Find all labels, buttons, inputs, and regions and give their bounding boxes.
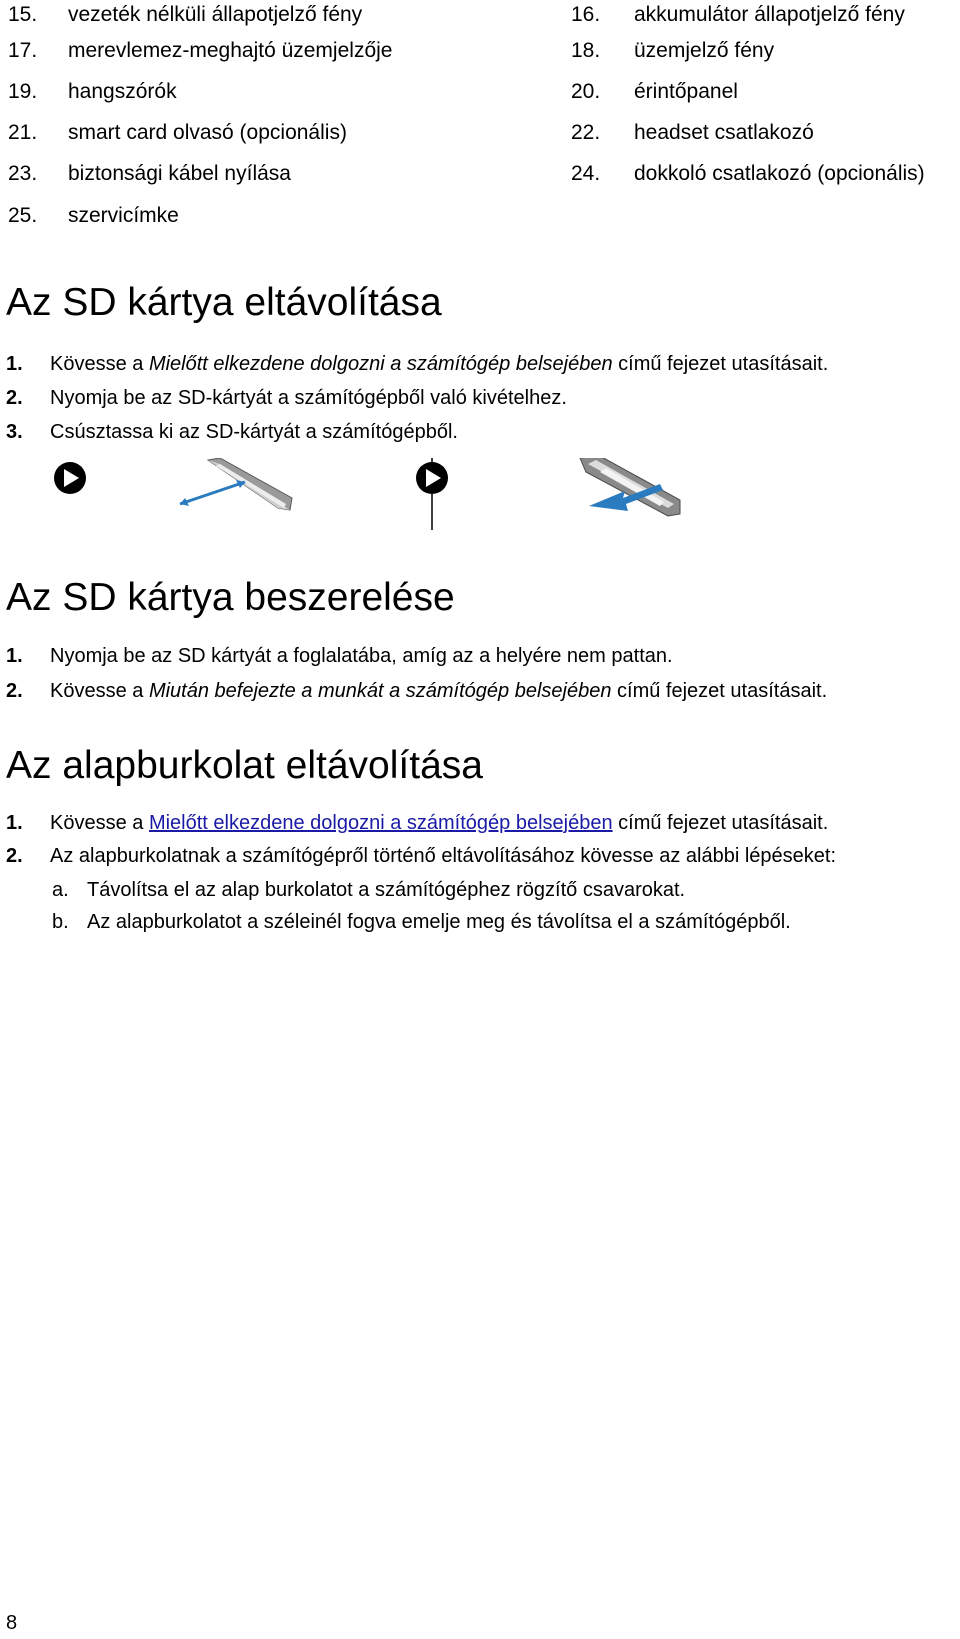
part-number: 17. bbox=[8, 39, 38, 62]
sd-card-press-icon bbox=[180, 458, 292, 510]
list-item bbox=[0, 416, 960, 448]
part-number: 19. bbox=[8, 80, 38, 103]
sd-card-removal-illustration bbox=[40, 458, 740, 560]
parts-row bbox=[0, 201, 960, 231]
step-number: 2. bbox=[6, 845, 23, 867]
part-label: smart card olvasó (opcionális) bbox=[68, 121, 347, 144]
part-label: üzemjelző fény bbox=[634, 39, 775, 62]
part-number: 24. bbox=[571, 162, 601, 185]
part-number: 20. bbox=[571, 80, 601, 103]
step-text-suffix: című fejezet utasításait. bbox=[612, 353, 829, 375]
play-icon bbox=[54, 462, 86, 494]
before-working-inside-link[interactable]: Mielőtt elkezdene dolgozni a számítógép belsejében bbox=[148, 812, 613, 834]
part-label: érintőpanel bbox=[634, 80, 738, 103]
parts-row bbox=[0, 36, 960, 66]
step-text: Nyomja be az SD kártyát a foglalatába, amíg az a helyére nem pattan. bbox=[50, 645, 673, 667]
sub-list-item bbox=[0, 906, 960, 938]
step-text-suffix: című fejezet utasításait. bbox=[611, 680, 828, 702]
substep-text: Távolítsa el az alap burkolatot a számítógéphez rögzítő csavarokat. bbox=[87, 879, 686, 901]
parts-row bbox=[0, 77, 960, 107]
step-text-prefix: Kövesse a bbox=[50, 353, 149, 375]
part-label: dokkoló csatlakozó (opcionális) bbox=[634, 162, 925, 185]
list-item bbox=[0, 840, 960, 872]
step-text bbox=[50, 348, 828, 380]
step-text: Az alapburkolatnak a számítógépről történő eltávolításához kövesse az alábbi lépéseket: bbox=[50, 845, 837, 867]
part-number: 15. bbox=[8, 3, 38, 26]
part-label: akkumulátor állapotjelző fény bbox=[634, 3, 905, 26]
part-number: 16. bbox=[571, 3, 601, 26]
part-label: headset csatlakozó bbox=[634, 121, 814, 144]
part-number: 22. bbox=[571, 121, 601, 144]
sub-list-item bbox=[0, 874, 960, 906]
step-text-suffix: című fejezet utasításait. bbox=[612, 812, 829, 834]
parts-row bbox=[0, 118, 960, 148]
step-text-prefix: Kövesse a bbox=[50, 812, 149, 834]
parts-row bbox=[0, 159, 960, 189]
step-text bbox=[50, 675, 827, 707]
parts-row bbox=[0, 0, 960, 30]
substep-letter: b. bbox=[52, 911, 69, 933]
sd-card-slide-out-icon bbox=[580, 458, 680, 516]
step-number: 1. bbox=[6, 353, 23, 375]
step-text-emphasis: Miután befejezte a munkát a számítógép belsejében bbox=[148, 680, 612, 702]
section-title-sd-install: Az SD kártya beszerelése bbox=[6, 576, 455, 619]
play-icon bbox=[416, 458, 448, 530]
list-item bbox=[0, 640, 960, 672]
substep-text: Az alapburkolatot a széleinél fogva emelje meg és távolítsa el a számítógépből. bbox=[87, 911, 791, 933]
step-text-prefix: Kövesse a bbox=[50, 680, 149, 702]
substep-letter: a. bbox=[52, 879, 69, 901]
page-number: 8 bbox=[6, 1612, 18, 1634]
part-number: 18. bbox=[571, 39, 601, 62]
part-number: 21. bbox=[8, 121, 38, 144]
step-number: 1. bbox=[6, 812, 23, 834]
step-number: 2. bbox=[6, 680, 23, 702]
part-label: biztonsági kábel nyílása bbox=[68, 162, 291, 185]
part-number: 23. bbox=[8, 162, 38, 185]
step-text: Nyomja be az SD-kártyát a számítógépből való kivételhez. bbox=[50, 387, 567, 409]
part-label: hangszórók bbox=[68, 80, 177, 103]
step-number: 1. bbox=[6, 645, 23, 667]
list-item bbox=[0, 382, 960, 414]
section-title-sd-remove: Az SD kártya eltávolítása bbox=[6, 281, 442, 324]
step-text bbox=[50, 807, 828, 839]
list-item bbox=[0, 807, 960, 839]
section-title-base-remove: Az alapburkolat eltávolítása bbox=[6, 744, 483, 787]
step-text-emphasis: Mielőtt elkezdene dolgozni a számítógép belsejében bbox=[148, 353, 613, 375]
list-item bbox=[0, 348, 960, 380]
step-text: Csúsztassa ki az SD-kártyát a számítógépből. bbox=[50, 421, 458, 443]
step-number: 2. bbox=[6, 387, 23, 409]
list-item bbox=[0, 675, 960, 707]
part-label: szervicímke bbox=[68, 204, 179, 227]
part-number: 25. bbox=[8, 204, 38, 227]
part-label: vezeték nélküli állapotjelző fény bbox=[68, 3, 363, 26]
step-number: 3. bbox=[6, 421, 23, 443]
part-label: merevlemez-meghajtó üzemjelzője bbox=[68, 39, 393, 62]
